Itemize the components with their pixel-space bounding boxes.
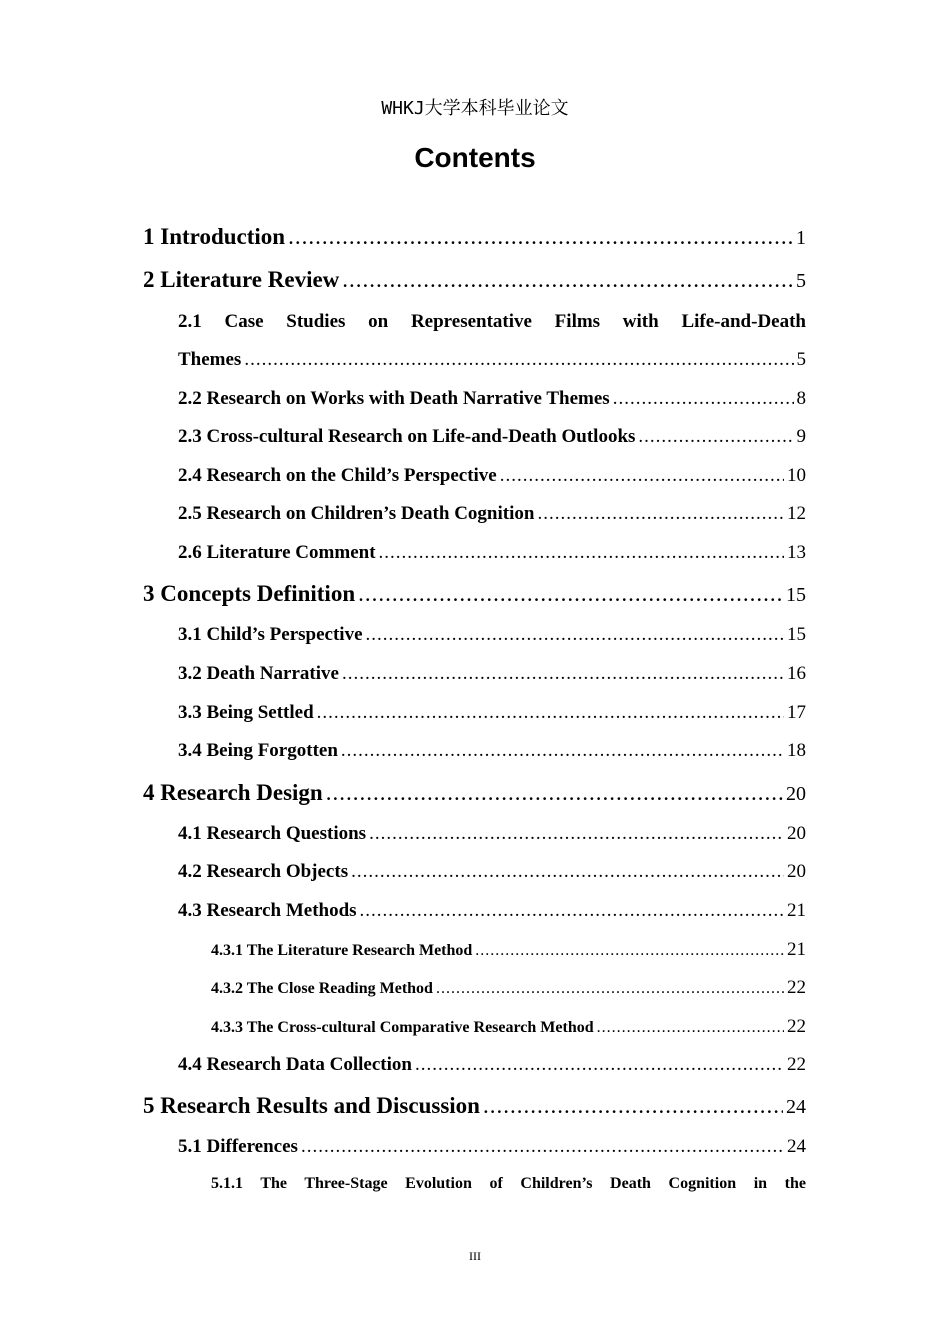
toc-entry[interactable] xyxy=(178,465,806,487)
toc-entry-label: 4 Research Design xyxy=(143,780,323,805)
toc-entry[interactable] xyxy=(211,1016,806,1038)
toc-entry[interactable] xyxy=(178,702,806,724)
page-number-footer: III xyxy=(469,1249,481,1263)
leader-dots xyxy=(638,426,793,448)
leader-dots xyxy=(342,267,793,293)
toc-entry-page: 22 xyxy=(787,977,806,998)
toc-entry-label: 5.1 Differences xyxy=(178,1136,298,1157)
leader-dots xyxy=(341,740,784,762)
toc-entry-label: 2.2 Research on Works with Death Narrative Themes xyxy=(178,388,610,409)
toc-entry-page: 10 xyxy=(787,465,806,486)
toc-entry[interactable] xyxy=(178,542,806,564)
toc-entry-page: 22 xyxy=(787,1016,806,1037)
toc-entry-page: 8 xyxy=(796,388,806,409)
toc-entry-page: 12 xyxy=(787,503,806,524)
toc-entry-page: 5 xyxy=(796,349,806,370)
toc-entry-label-text: 2.1 Case Studies on Representative Films with Life-and-Death xyxy=(178,311,806,332)
leader-dots xyxy=(483,1093,783,1119)
toc-entry-label: 2.4 Research on the Child’s Perspective xyxy=(178,465,497,486)
leader-dots xyxy=(613,388,794,410)
leader-dots xyxy=(360,900,784,922)
toc-entry[interactable] xyxy=(178,740,806,762)
toc-entry-page: 24 xyxy=(786,1096,806,1118)
leader-dots xyxy=(244,349,793,371)
toc-entry-label: 4.3 Research Methods xyxy=(178,900,357,921)
toc-entry[interactable] xyxy=(178,349,806,371)
toc-entry-label: 2.5 Research on Children’s Death Cognition xyxy=(178,503,535,524)
toc-entry-label: 4.3.3 The Cross-cultural Comparative Research Method xyxy=(211,1019,594,1036)
toc-entry-wrapped-line[interactable] xyxy=(178,311,806,333)
toc-entry-label: Themes xyxy=(178,349,242,370)
toc-entry-label-line1 xyxy=(211,1175,806,1193)
leader-dots xyxy=(326,780,783,806)
toc-entry-page: 20 xyxy=(787,861,806,882)
toc-entry-page: 15 xyxy=(786,584,806,606)
toc-entry-label-line1 xyxy=(178,311,806,333)
toc-entry-label: 4.1 Research Questions xyxy=(178,823,367,844)
toc-entry[interactable] xyxy=(143,780,806,806)
toc-entry[interactable] xyxy=(178,388,806,410)
toc-entry-page: 5 xyxy=(796,270,806,292)
toc-entry-label: 4.4 Research Data Collection xyxy=(178,1054,412,1075)
leader-dots xyxy=(500,465,784,487)
toc-entry-label: 3.1 Child’s Perspective xyxy=(178,624,363,645)
toc-entry[interactable] xyxy=(178,663,806,685)
toc-entry-page: 9 xyxy=(796,426,806,447)
leader-dots xyxy=(597,1019,784,1037)
toc-entry-page: 21 xyxy=(787,939,806,960)
toc-entry[interactable] xyxy=(178,503,806,525)
toc-entry-page: 22 xyxy=(787,1054,806,1075)
toc-entry[interactable] xyxy=(178,900,806,922)
toc-entry-page: 20 xyxy=(786,783,806,805)
leader-dots xyxy=(351,861,784,883)
toc-entry-label: 4.2 Research Objects xyxy=(178,861,349,882)
toc-entry-label: 3.3 Being Settled xyxy=(178,702,314,723)
toc-entry-label: 4.3.1 The Literature Research Method xyxy=(211,942,473,959)
leader-dots xyxy=(415,1054,784,1076)
toc-entry[interactable] xyxy=(178,1136,806,1158)
leader-dots xyxy=(379,542,784,564)
toc-entry[interactable] xyxy=(143,581,806,607)
leader-dots xyxy=(342,663,784,685)
toc-entry[interactable] xyxy=(211,977,806,999)
toc-entry-page: 24 xyxy=(787,1136,806,1157)
toc-entry-page: 16 xyxy=(787,663,806,684)
toc-entry-page: 18 xyxy=(787,740,806,761)
toc-entry-label: 3 Concepts Definition xyxy=(143,581,356,606)
running-header: WHKJ大学本科毕业论文 xyxy=(381,98,569,119)
leader-dots xyxy=(537,503,784,525)
toc-entry[interactable] xyxy=(211,939,806,961)
toc-entry-page: 20 xyxy=(787,823,806,844)
leader-dots xyxy=(369,823,784,845)
leader-dots xyxy=(288,224,793,250)
toc-entry[interactable] xyxy=(178,861,806,883)
toc-entry[interactable] xyxy=(178,426,806,448)
leader-dots xyxy=(475,942,784,960)
leader-dots xyxy=(358,581,783,607)
toc-entry-label-text: 5.1.1 The Three-Stage Evolution of Children’s Death Cognition in the xyxy=(211,1175,806,1192)
toc-entry[interactable] xyxy=(178,1054,806,1076)
toc-entry-page: 17 xyxy=(787,702,806,723)
leader-dots xyxy=(301,1136,784,1158)
toc-entry[interactable] xyxy=(178,624,806,646)
toc-entry-label: 1 Introduction xyxy=(143,224,286,249)
page-title: Contents xyxy=(414,142,536,173)
leader-dots xyxy=(436,980,784,998)
toc-entry-page: 15 xyxy=(787,624,806,645)
toc-entry-page: 13 xyxy=(787,542,806,563)
toc-entry-label: 3.2 Death Narrative xyxy=(178,663,339,684)
toc-entry-wrapped-line[interactable] xyxy=(211,1175,806,1193)
toc-entry-label: 5 Research Results and Discussion xyxy=(143,1093,480,1118)
toc-entry[interactable] xyxy=(143,224,806,250)
toc-entry-label: 3.4 Being Forgotten xyxy=(178,740,338,761)
toc-entry-page: 21 xyxy=(787,900,806,921)
toc-entry-label: 4.3.2 The Close Reading Method xyxy=(211,980,433,997)
leader-dots xyxy=(366,624,784,646)
toc-entry[interactable] xyxy=(143,267,806,293)
toc-entry-label: 2 Literature Review xyxy=(143,267,340,292)
toc-entry[interactable] xyxy=(178,823,806,845)
toc-entry-label: 2.3 Cross-cultural Research on Life-and-Death Outlooks xyxy=(178,426,636,447)
toc-entry-page: 1 xyxy=(796,227,806,249)
toc-entry-label: 2.6 Literature Comment xyxy=(178,542,376,563)
toc-entry[interactable] xyxy=(143,1093,806,1119)
leader-dots xyxy=(317,702,784,724)
